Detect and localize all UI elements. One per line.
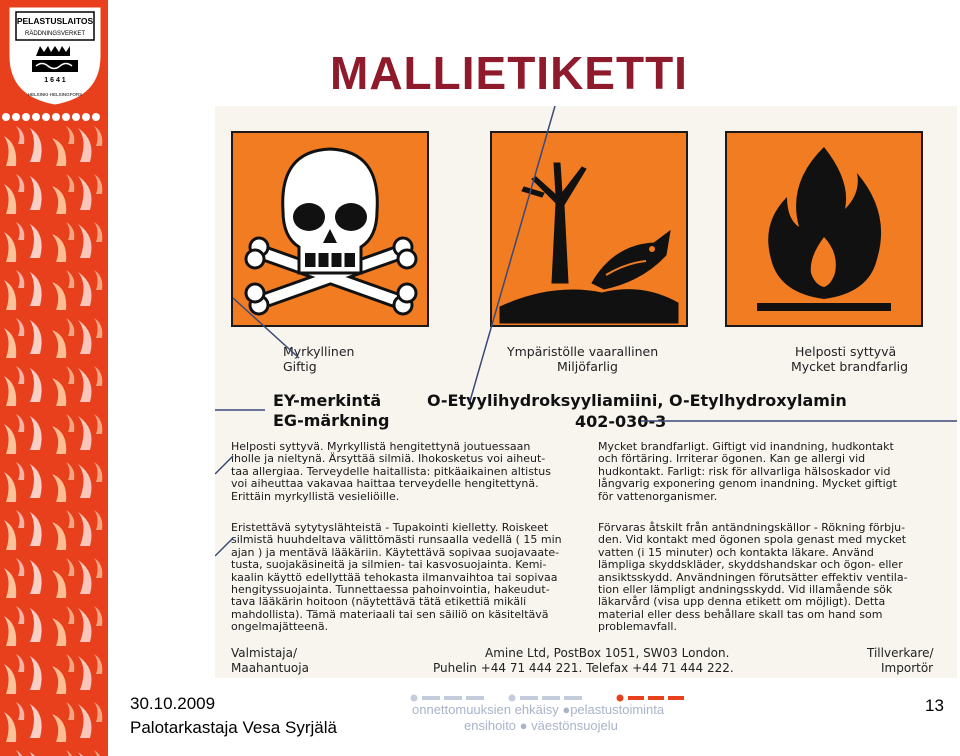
- caption-environment-fi: Ympäristölle vaarallinen: [507, 344, 659, 359]
- address-line1: Amine Ltd, PostBox 1051, SW03 London.: [485, 646, 730, 660]
- risk-phrases-fi: Helposti syttyvä. Myrkyllistä hengitettynä joutuessaan iholle ja nieltynä. Ärsyttää silmiä. Ihokosketus voi aiheut- taa allergiaa. Terveydelle haitallista: pitkäaikainen altistus voi aiheuttaa vakavaa haittaa terveydelle hengitettynä. Erittäin myrkyllistä vesieliöille.: [231, 440, 551, 503]
- page-number: 13: [925, 696, 944, 715]
- sample-hazard-label: [215, 106, 957, 678]
- tagline-prevention: onnettomuuksien ehkäisy: [412, 702, 559, 717]
- manufacturer-sv-line2: Importör: [881, 661, 934, 675]
- ec-marking-fi: EY-merkintä: [273, 391, 382, 410]
- address-line2: Puhelin +44 71 444 221. Telefax +44 71 444 222.: [433, 661, 734, 675]
- ec-marking-sv: EG-märkning: [273, 411, 390, 430]
- safety-phrases-sv: Förvaras åtskilt från antändningskällor - Rökning förbju- den. Vid kontakt med ögonen spola genast med mycket vatten (i 15 minuter) och kontakta läkare. Använd lämpliga skyddskläder, skyddshandskar och ögon- eller ansiktsskydd. Användningen förutsätter effektiv ventila- tion eller lämpligt andningsskydd. Vid illamående sök läkarvård (visa upp denna etikett om möjligt). Detta material eller dess behållare skall tas om hand som problemavfall.: [598, 521, 908, 634]
- logo-text-line1: PELASTUSLAITOS: [16, 16, 94, 26]
- manufacturer-sv-line1: Tillverkare/: [867, 646, 934, 660]
- tagline-line1: [412, 702, 664, 717]
- tagline-emergency-care: ensihoito: [464, 718, 517, 733]
- slide-author: Palotarkastaja Vesa Syrjälä: [130, 718, 337, 737]
- rescue-department-logo: [6, 4, 104, 108]
- manufacturer-fi-line1: Valmistaja/: [231, 646, 298, 660]
- risk-phrases-sv: Mycket brandfarligt. Giftigt vid inandning, hudkontakt och förtäring. Irriterar ögonen. Kan ge allergi vid hudkontakt. Farligt: risk för allvarliga hälsoskador vid långvarig exponering genom inandning. Mycket giftigt för vattenorganismer.: [598, 440, 897, 503]
- safety-phrases-fi: Eristettävä sytytyslähteistä - Tupakointi kielletty. Roiskeet silmistä huuhdeltava välittömästi runsaalla vedellä ( 15 min ajan ) ja mentävä lääkäriin. Käytettävä sopivaa suojavaate- tusta, suojakäsineitä ja silmien- tai kasvosuojainta. Kemi- kaalin käyttö edellyttää tehokasta ilmanvaihtoa tai sopivaa hengityssuojainta. Tunnettaessa pahoinvointia, hakeudut- tava lääkärin hoitoon (näytettävä tätä etikettiä mikäli mahdollista). Tämä materiaali tai sen säiliö on käsiteltävä ongelmajätteenä.: [231, 521, 562, 634]
- flame-pattern-icon: [0, 122, 108, 756]
- pointer-lines: [215, 106, 957, 678]
- tagline-rescue: pelastustoiminta: [570, 702, 665, 717]
- substance-name: O-Etyylihydroksyyliamiini, O-Etylhydroxylamin: [427, 391, 847, 410]
- left-decorative-strip: [0, 0, 108, 756]
- caption-flammable-sv: Mycket brandfarlig: [791, 359, 909, 374]
- tagline-line2: [464, 718, 618, 733]
- substance-number: 402-030-3: [575, 412, 667, 431]
- manufacturer-fi-line2: Maahantuoja: [231, 661, 309, 675]
- caption-toxic-sv: Giftig: [283, 359, 317, 374]
- tagline-dash-icon: [410, 694, 690, 702]
- caption-flammable-fi: Helposti syttyvä: [795, 344, 897, 359]
- tagline-dot-icon: ●: [519, 718, 528, 733]
- caption-environment-sv: Miljöfarlig: [557, 359, 618, 374]
- caption-toxic-fi: Myrkyllinen: [283, 344, 355, 359]
- slide-date: 30.10.2009: [130, 694, 216, 713]
- tagline-dot-icon: ●: [562, 702, 571, 717]
- dot-row-icon: [0, 112, 108, 122]
- logo-ring-text: HELSINKI·HELSINGFORS: [27, 92, 83, 97]
- logo-year: 1 6 4 1: [44, 77, 66, 84]
- slide-title: MALLIETIKETTI: [330, 47, 688, 99]
- tagline-civil-defence: väestönsuojelu: [531, 718, 618, 733]
- logo-text-line2: RÄDDNINGSVERKET: [24, 31, 86, 37]
